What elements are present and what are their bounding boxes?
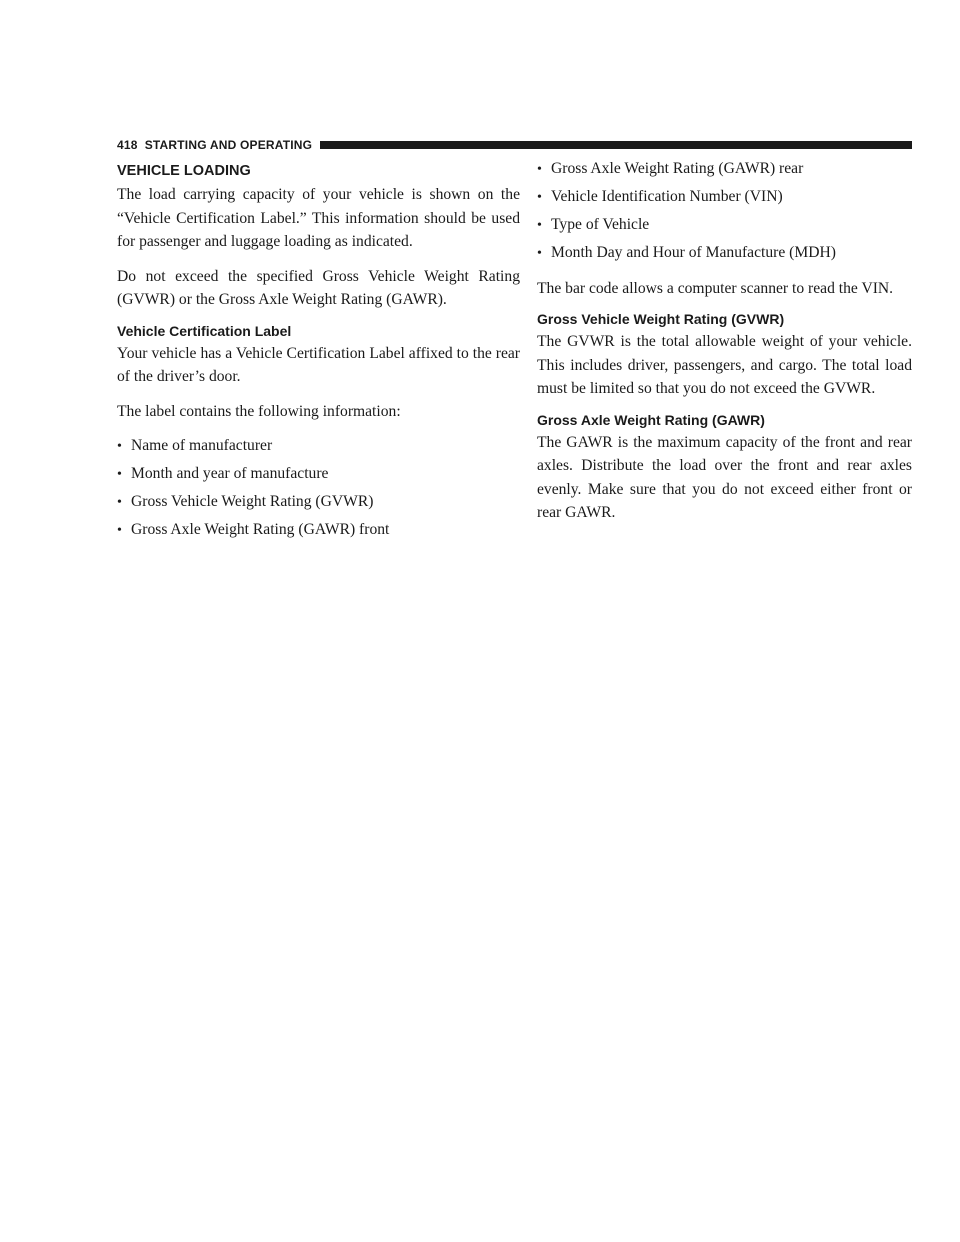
intro-paragraph: The load carrying capacity of your vehicle is shown on the “Vehicle Certification Label.” This information should be used for passenger and luggage loading as indicated.	[117, 186, 520, 250]
label-contains-paragraph: The label contains the following information:	[117, 402, 401, 420]
gvwr-heading: Gross Vehicle Weight Rating (GVWR)	[537, 311, 785, 327]
list-item	[117, 490, 520, 515]
bullet-icon: •	[537, 190, 542, 205]
list-item	[537, 213, 912, 238]
gawr-paragraph: The GAWR is the maximum capacity of the front and rear axles. Distribute the load over the front and rear axles evenly. Make sure that you do not exceed either front or rear GAWR.	[537, 433, 912, 521]
label-info-list-continued	[537, 157, 912, 266]
warning-paragraph: Do not exceed the specified Gross Vehicle Weight Rating (GVWR) or the Gross Axle Weight Rating (GAWR).	[117, 267, 520, 308]
list-item	[537, 185, 912, 210]
bullet-icon: •	[537, 218, 542, 233]
page-header	[117, 136, 912, 154]
right-column	[537, 156, 912, 525]
header-rule	[320, 141, 912, 149]
list-item	[117, 462, 520, 487]
list-item-text: Name of manufacturer	[131, 437, 273, 454]
barcode-paragraph: The bar code allows a computer scanner to read the VIN.	[537, 279, 894, 297]
section-title: STARTING AND OPERATING	[144, 138, 313, 152]
page-number: 418	[117, 138, 138, 152]
vehicle-loading-heading: VEHICLE LOADING	[117, 163, 251, 179]
gvwr-paragraph: The GVWR is the total allowable weight of your vehicle. This includes driver, passengers, and cargo. The total load must be limited so that you do not exceed the GVWR.	[537, 333, 912, 397]
list-item	[537, 157, 912, 182]
bullet-icon: •	[117, 495, 122, 510]
label-info-list	[117, 434, 520, 543]
list-item-text: Vehicle Identification Number (VIN)	[551, 188, 783, 205]
bullet-icon: •	[117, 467, 122, 482]
list-item	[537, 241, 912, 266]
certification-label-heading: Vehicle Certification Label	[117, 322, 292, 339]
list-item-text: Month and year of manufacture	[131, 465, 329, 482]
list-item-text: Month Day and Hour of Manufacture (MDH)	[551, 244, 836, 261]
list-item-text: Type of Vehicle	[551, 216, 650, 233]
bullet-icon: •	[537, 162, 542, 177]
list-item-text: Gross Axle Weight Rating (GAWR) rear	[551, 160, 804, 177]
list-item	[117, 434, 520, 459]
certification-label-paragraph: Your vehicle has a Vehicle Certification Label affixed to the rear of the driver’s door.	[117, 344, 520, 385]
page-header-text	[117, 138, 312, 152]
list-item-text: Gross Vehicle Weight Rating (GVWR)	[131, 493, 374, 510]
left-column	[117, 156, 520, 543]
bullet-icon: •	[537, 246, 542, 261]
bullet-icon: •	[117, 439, 122, 454]
list-item	[117, 518, 520, 543]
bullet-icon: •	[117, 523, 122, 538]
gawr-heading: Gross Axle Weight Rating (GAWR)	[537, 411, 765, 428]
list-item-text: Gross Axle Weight Rating (GAWR) front	[131, 521, 390, 538]
